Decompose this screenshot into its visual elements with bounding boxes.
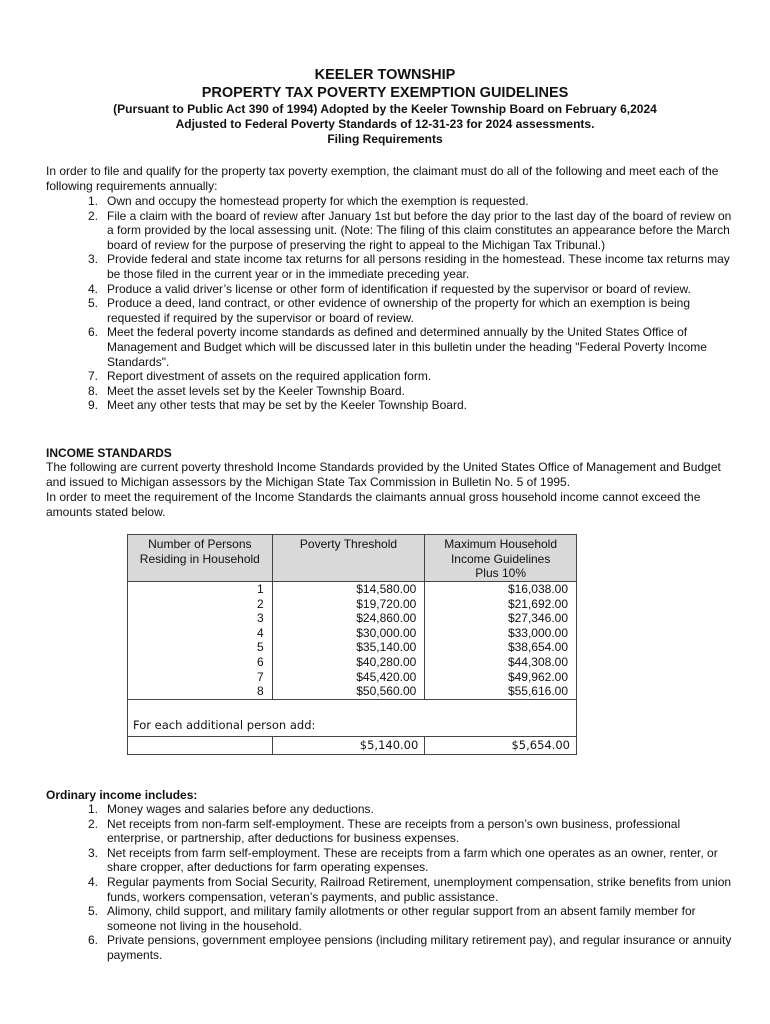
- list-item: 9. Meet any other tests that may be set by the Keeler Township Board.: [87, 398, 467, 413]
- table-row: [128, 582, 577, 700]
- authority-line: (Pursuant to Public Act 390 of 1994) Adopted by the Keeler Township Board on February 6,2024: [113, 102, 657, 116]
- filing-requirements-heading: Filing Requirements: [327, 132, 443, 146]
- income-standards-paragraph-2: In order to meet the requirement of the Income Standards the claimants annual gross household income cannot exceed the amounts stated below.: [46, 490, 701, 519]
- additional-person-values-row: [128, 737, 577, 755]
- list-item: 3. Net receipts from farm self-employment. These are receipts from a farm which one operates as an owner, renter, or share cropper, after deductions for farm operating expenses.: [87, 845, 718, 875]
- maximum-income-column-header: Maximum Household Income Guidelines Plus 10%: [425, 535, 577, 582]
- list-item: 2. Net receipts from non-farm self-employment. These are receipts from a person’s own business, professional enterprise, or partnership, after deductions for business expenses.: [87, 816, 681, 846]
- poverty-threshold-values: $14,580.00 $19,720.00 $24,860.00 $30,000.00 $35,140.00 $40,280.00 $45,420.00 $50,560.00: [272, 582, 425, 700]
- list-item: 1. Own and occupy the homestead property for which the exemption is requested.: [87, 194, 529, 208]
- persons-column-header: Number of Persons Residing in Household: [128, 535, 273, 582]
- additional-max-value: $5,654.00: [425, 737, 577, 755]
- table-header-row: [128, 535, 577, 582]
- intro-paragraph: In order to file and qualify for the property tax poverty exemption, the claimant must do all of the following and meet each of the following requirements annually:: [46, 164, 719, 193]
- requirements-list: [46, 194, 736, 413]
- list-item: 8. Meet the asset levels set by the Keeler Township Board.: [87, 383, 405, 398]
- list-item: 2. File a claim with the board of review after January 1st but before the day prior to the last day of the board of review on a form provided by the local assessing unit. (Note: The filing of this claim constitutes an appearance before the March board of review for the purpose of preserving the right to appeal to the Michigan Tax Tribunal.): [87, 208, 732, 252]
- list-item: 6. Meet the federal poverty income standards as defined and determined annually by the United States Office of Management and Budget which will be discussed later in this bulletin under the heading "Federal Poverty Income Standards".: [87, 325, 707, 369]
- list-item: 4. Produce a valid driver’s license or other form of identification if requested by the supervisor or board of review.: [87, 281, 691, 296]
- ordinary-income-list: [46, 802, 736, 963]
- township-title: KEELER TOWNSHIP: [314, 67, 456, 83]
- additional-person-label-row: [128, 699, 577, 737]
- list-item: 7. Report divestment of assets on the required application form.: [87, 369, 432, 384]
- additional-person-empty-cell: [128, 737, 273, 755]
- persons-values: 1 2 3 4 5 6 7 8: [128, 582, 273, 700]
- adjusted-line: Adjusted to Federal Poverty Standards of 12-31-23 for 2024 assessments.: [175, 117, 595, 131]
- income-standards-heading: INCOME STANDARDS: [46, 446, 172, 460]
- income-standards-paragraph-1: The following are current poverty threshold Income Standards provided by the United States Office of Management and Budget and issued to Michigan assessors by the Michigan State Tax Commission in Bulletin No. 5 of 1995.: [46, 460, 721, 489]
- additional-person-label: For each additional person add:: [128, 699, 577, 737]
- ordinary-income-heading: Ordinary income includes:: [46, 788, 198, 802]
- list-item: 6. Private pensions, government employee pensions (including military retirement pay), and regular insurance or annuity payments.: [87, 933, 732, 962]
- additional-threshold-value: $5,140.00: [272, 737, 425, 755]
- document-title: PROPERTY TAX POVERTY EXEMPTION GUIDELINES: [201, 85, 569, 101]
- list-item: 4. Regular payments from Social Security, Railroad Retirement, unemployment compensation, strike benefits from union funds, workers compensation, veteran’s payments, and public assistance.: [87, 874, 732, 904]
- list-item: 3. Provide federal and state income tax returns for all persons residing in the homestead. These income tax returns may be those filed in the current year or in the immediate preceding year.: [87, 252, 730, 281]
- list-item: 1. Money wages and salaries before any deductions.: [87, 802, 374, 816]
- list-item: 5. Alimony, child support, and military family allotments or other regular support from an absent family member for someone not living in the household.: [87, 904, 696, 933]
- poverty-threshold-column-header: Poverty Threshold: [272, 535, 425, 582]
- maximum-income-values: $16,038.00 $21,692.00 $27,346.00 $33,000.00 $38,654.00 $44,308.00 $49,962.00 $55,616.00: [425, 582, 577, 700]
- list-item: 5. Produce a deed, land contract, or other evidence of ownership of the property for which an exemption is being requested if required by the supervisor or board of review.: [87, 296, 691, 325]
- income-standards-table: [127, 534, 577, 755]
